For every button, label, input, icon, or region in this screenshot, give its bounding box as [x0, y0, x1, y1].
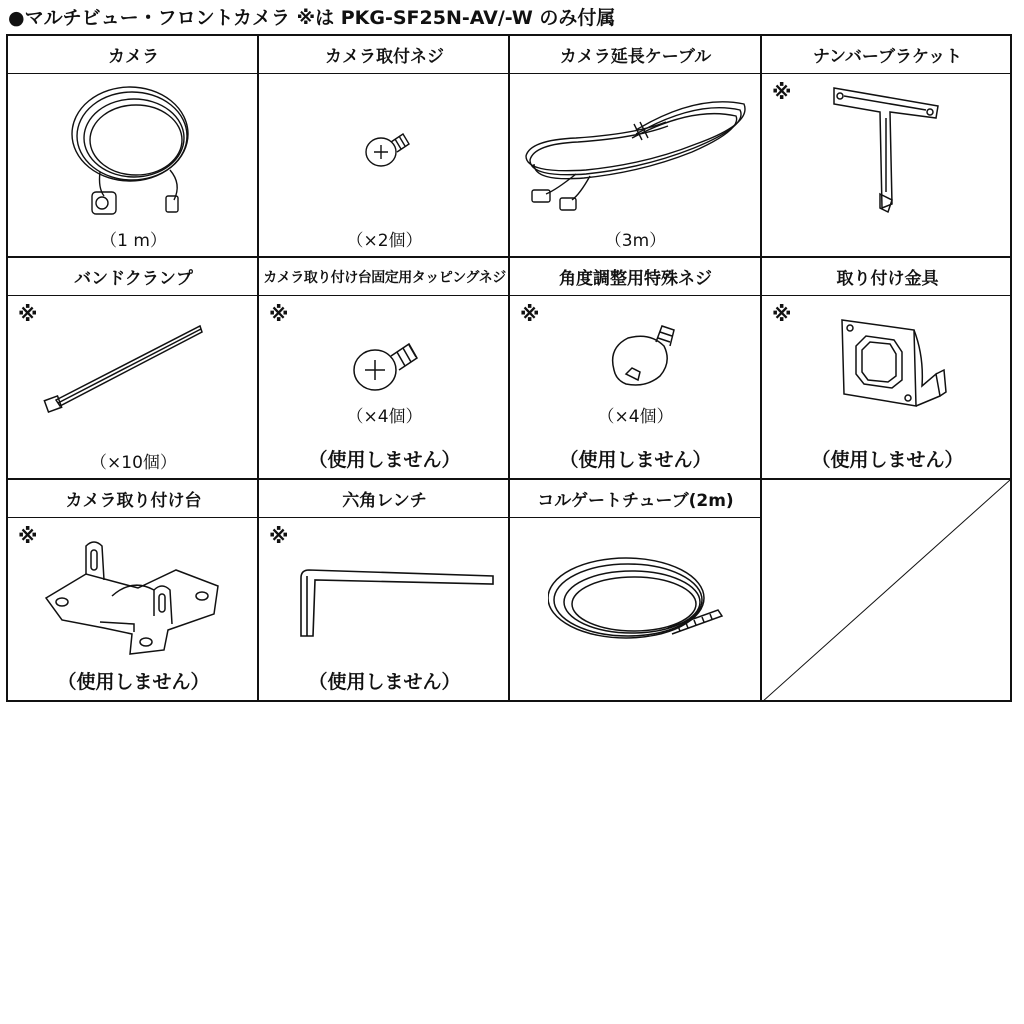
special-screw-illustration: [606, 318, 680, 392]
diagonal-line: [762, 480, 1010, 702]
cable-illustration: [516, 94, 752, 214]
camera-illustration: [70, 84, 200, 224]
item-name: 角度調整用特殊ネジ: [559, 269, 712, 289]
item-name: コルゲートチューブ(2m): [537, 491, 734, 511]
note-mark: ※: [772, 80, 792, 104]
item-angle-screw: [510, 258, 761, 480]
not-used-label: （使用しません）: [559, 449, 712, 471]
empty-cell: [762, 480, 1013, 702]
not-used-label: （使用しません）: [308, 449, 461, 471]
not-used-label: （使用しません）: [811, 449, 964, 471]
item-name: カメラ取り付け台固定用タッピングネジ: [263, 269, 506, 286]
not-used-label: （使用しません）: [308, 671, 461, 693]
item-name: カメラ延長ケーブル: [559, 47, 712, 67]
item-name: 取り付け金具: [836, 269, 939, 289]
item-mounting-bracket: [762, 258, 1013, 480]
item-name: カメラ取付ネジ: [325, 47, 444, 67]
page-heading: ●マルチビュー・フロントカメラ ※は PKG-SF25N-AV/-W のみ付属: [8, 7, 616, 29]
band-clamp-illustration: [42, 322, 206, 418]
camera-mount-illustration: [42, 538, 220, 656]
note-mark: ※: [772, 302, 792, 326]
item-camera-mount: [8, 480, 259, 702]
item-name: カメラ取り付け台: [65, 491, 202, 511]
item-name: バンドクランプ: [74, 269, 193, 289]
item-camera: [8, 36, 259, 258]
item-name: カメラ: [108, 47, 159, 67]
item-camera-screw: [259, 36, 510, 258]
item-qty: （×2個）: [346, 231, 423, 251]
item-qty: （×4個）: [597, 407, 674, 427]
item-band-clamp: [8, 258, 259, 480]
mounting-bracket-illustration: [836, 316, 948, 416]
item-qty: （3m）: [604, 231, 667, 251]
item-qty: （×4個）: [346, 407, 423, 427]
note-mark: ※: [520, 302, 540, 326]
corrugated-tube-illustration: [548, 550, 724, 650]
item-qty: （1 m）: [100, 231, 167, 251]
tapping-screw-illustration: [351, 336, 421, 396]
item-tapping-screw: [259, 258, 510, 480]
item-qty: （×10個）: [90, 453, 177, 473]
screw-illustration: [363, 128, 413, 172]
item-name: 六角レンチ: [342, 491, 427, 511]
note-mark: ※: [269, 302, 289, 326]
not-used-label: （使用しません）: [57, 671, 210, 693]
note-mark: ※: [18, 524, 38, 548]
item-corrugated-tube: [510, 480, 761, 702]
item-number-bracket: [762, 36, 1013, 258]
hex-wrench-illustration: [293, 566, 499, 646]
item-extension-cable: [510, 36, 761, 258]
item-name: ナンバーブラケット: [812, 47, 963, 67]
note-mark: ※: [269, 524, 289, 548]
bracket-illustration: [830, 82, 946, 218]
note-mark: ※: [18, 302, 38, 326]
item-hex-wrench: [259, 480, 510, 702]
accessory-table: [6, 34, 1012, 702]
